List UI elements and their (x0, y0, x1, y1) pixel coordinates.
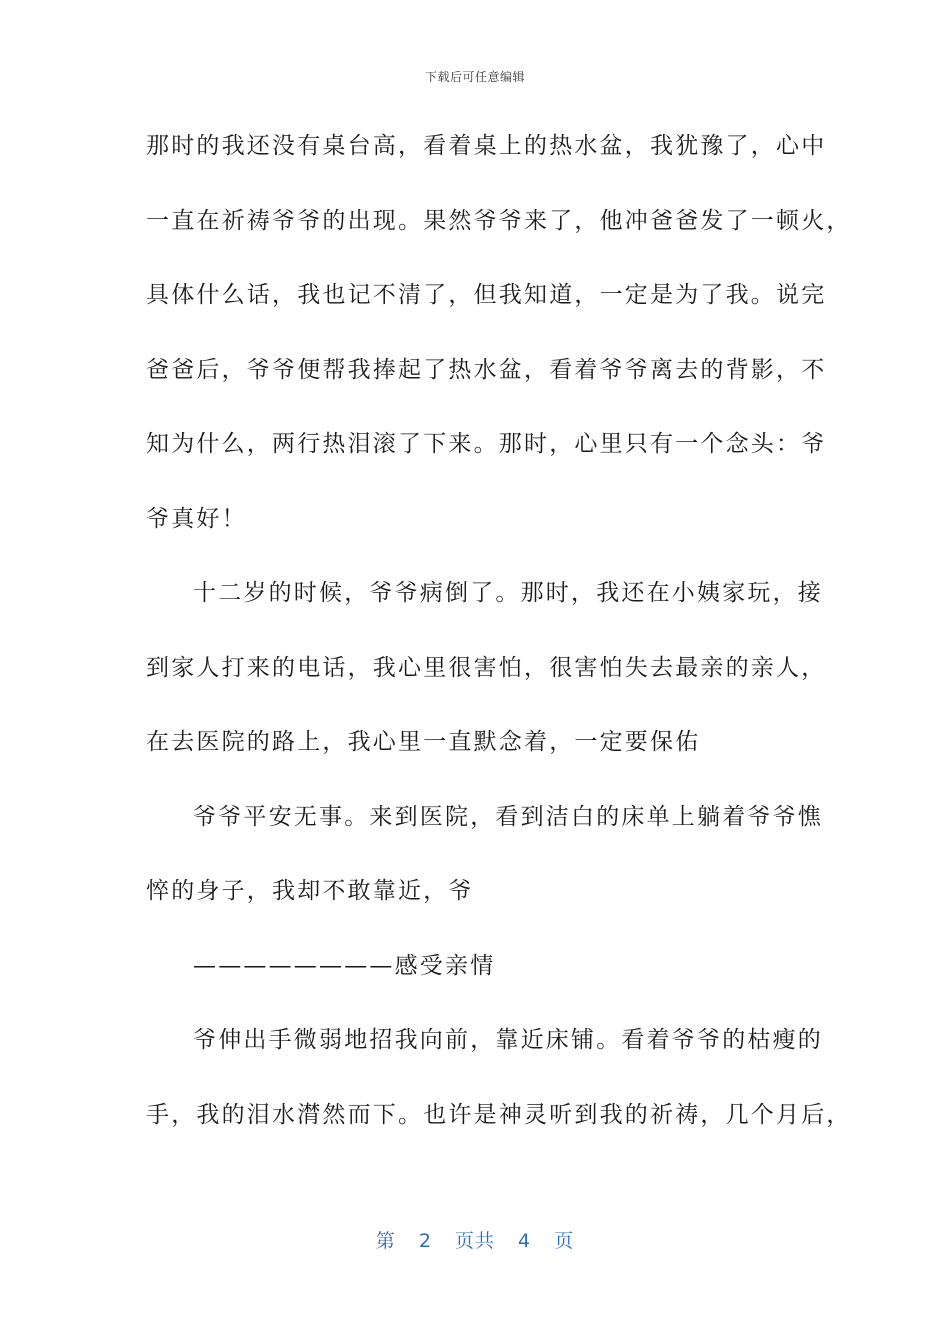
download-note: 下载后可任意编辑 (424, 70, 525, 84)
text-line: 知为什么，两行热泪滚了下来。那时，心里只有一个念头：爷 (146, 431, 827, 457)
text-line: 悴的身子，我却不敢靠近，爷 (146, 878, 474, 904)
page-number-footer (0, 1226, 950, 1253)
text-line: 爷真好！ (146, 505, 247, 532)
current-page-number: 2 (418, 1230, 432, 1252)
text-line: 一直在祈祷爷爷的出现。果然爷爷来了，他冲爸爸发了一顿火， (146, 207, 852, 234)
text-line: 手，我的泪水潸然而下。也许是神灵听到我的祈祷，几个月后， (146, 1101, 852, 1128)
text-line: 那时的我还没有桌台高，看着桌上的热水盆，我犹豫了，心中 (146, 133, 827, 159)
text-line: 在去医院的路上，我心里一直默念着，一定要保佑 (146, 729, 701, 755)
text-line: 爷伸出手微弱地招我向前，靠近床铺。看着爷爷的枯瘦的 (193, 1027, 823, 1053)
footer-middle: 页共 (454, 1230, 495, 1252)
text-line: 爸爸后，爷爷便帮我捧起了热水盆，看着爷爷离去的背影，不 (146, 356, 827, 383)
text-line: 十二岁的时候，爷爷病倒了。那时，我还在小姨家玩，接 (193, 580, 823, 606)
document-body (146, 124, 852, 1167)
total-pages-number: 4 (518, 1230, 532, 1252)
text-line: 爷爷平安无事。来到医院，看到洁白的床单上躺着爷爷憔 (193, 803, 823, 830)
footer-prefix: 第 (375, 1230, 396, 1252)
footer-suffix: 页 (554, 1230, 575, 1252)
text-line: 到家人打来的电话，我心里很害怕，很害怕失去最亲的亲人， (146, 654, 827, 681)
section-divider-title: ————————感受亲情 (193, 952, 496, 979)
text-line: 具体什么话，我也记不清了，但我知道，一定是为了我。说完 (146, 282, 827, 308)
